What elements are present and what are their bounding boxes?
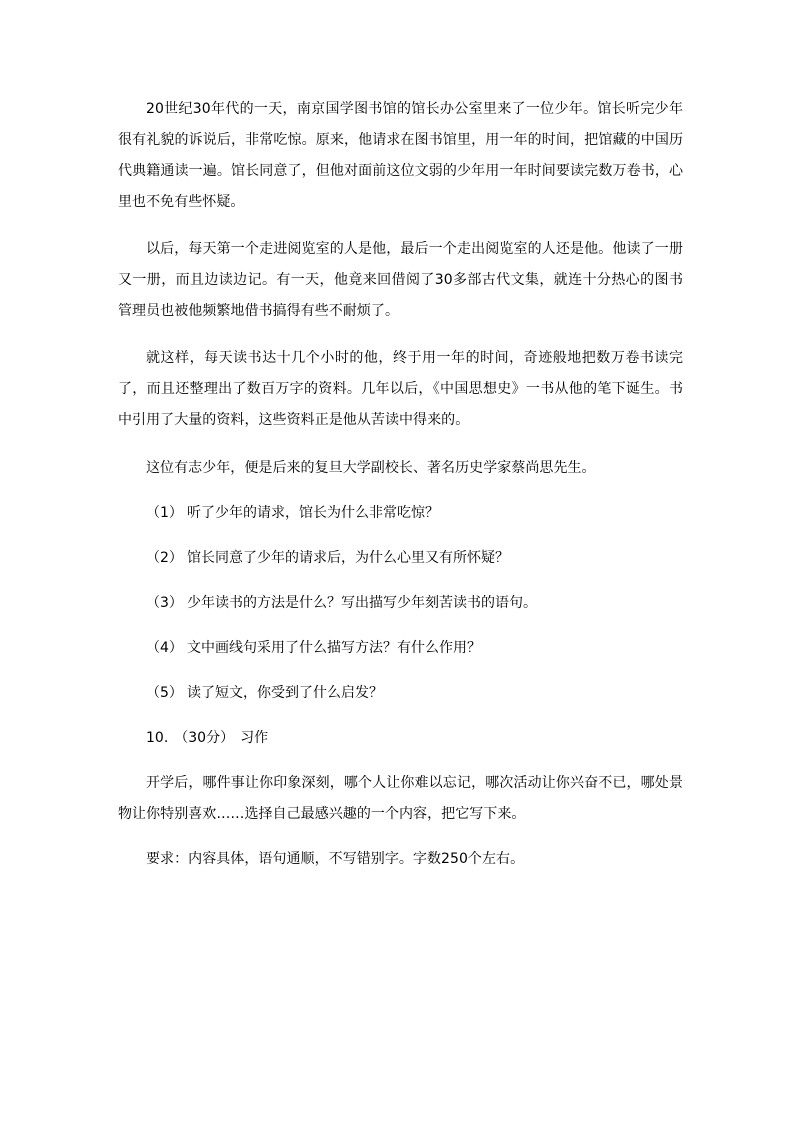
question-2	[118, 543, 683, 574]
page-content	[118, 94, 683, 875]
question-1	[118, 498, 683, 529]
passage-paragraph-4: 这位有志少年，便是后来的复旦大学副校长、著名历史学家蔡尚思先生。	[146, 460, 596, 476]
question-4	[118, 633, 683, 664]
section-title: 习作	[240, 730, 269, 746]
writing-prompt: 开学后，哪件事让你印象深刻，哪个人让你难以忘记，哪次活动让你兴奋不已，哪处景物让你特别喜欢……选择自己最感兴趣的一个内容，把它写下来。	[118, 775, 683, 822]
passage-paragraph-2: 以后，每天第一个走进阅览室的人是他，最后一个走出阅览室的人还是他。他读了一册又一册，而且边读边记。有一天，他竟来回借阅了30多部古代文集，就连十分热心的图书管理员也被他频繁地借书搞得有些不耐烦了。	[118, 241, 683, 319]
question-number: （2）	[146, 550, 183, 566]
passage-paragraph-1: 20世纪30年代的一天，南京国学图书馆的馆长办公室里来了一位少年。馆长听完少年很有礼貌的诉说后，非常吃惊。原来，他请求在图书馆里，用一年的时间，把馆藏的中国历代典籍通读一遍。馆长同意了，但他对面前这位文弱的少年用一年时间要读完数万卷书，心里也不免有些怀疑。	[118, 101, 683, 210]
question-text: 馆长同意了少年的请求后，为什么心里又有所怀疑？	[187, 550, 509, 566]
question-text: 文中画线句采用了什么描写方法？有什么作用？	[187, 640, 481, 656]
question-5	[118, 678, 683, 709]
question-text: 少年读书的方法是什么？写出描写少年刻苦读书的语句。	[187, 595, 537, 611]
question-number: （5）	[146, 685, 183, 701]
question-text: 读了短文，你受到了什么启发？	[187, 685, 383, 701]
question-number: （3）	[146, 595, 183, 611]
question-number: （1）	[146, 505, 183, 521]
writing-requirement: 要求：内容具体，语句通顺，不写错别字。字数250个左右。	[146, 851, 525, 867]
section-number: 10.	[146, 730, 169, 746]
passage-paragraph-3: 就这样，每天读书达十几个小时的他，终于用一年的时间，奇迹般地把数万卷书读完了，而且还整理出了数百万字的资料。几年以后，《中国思想史》一书从他的笔下诞生。书中引用了大量的资料，这些资料正是他从苦读中得来的。	[118, 350, 683, 428]
section-heading	[118, 723, 683, 754]
section-score: （30分）	[174, 730, 235, 746]
question-3	[118, 588, 683, 619]
question-number: （4）	[146, 640, 183, 656]
question-text: 听了少年的请求，馆长为什么非常吃惊？	[187, 505, 439, 521]
